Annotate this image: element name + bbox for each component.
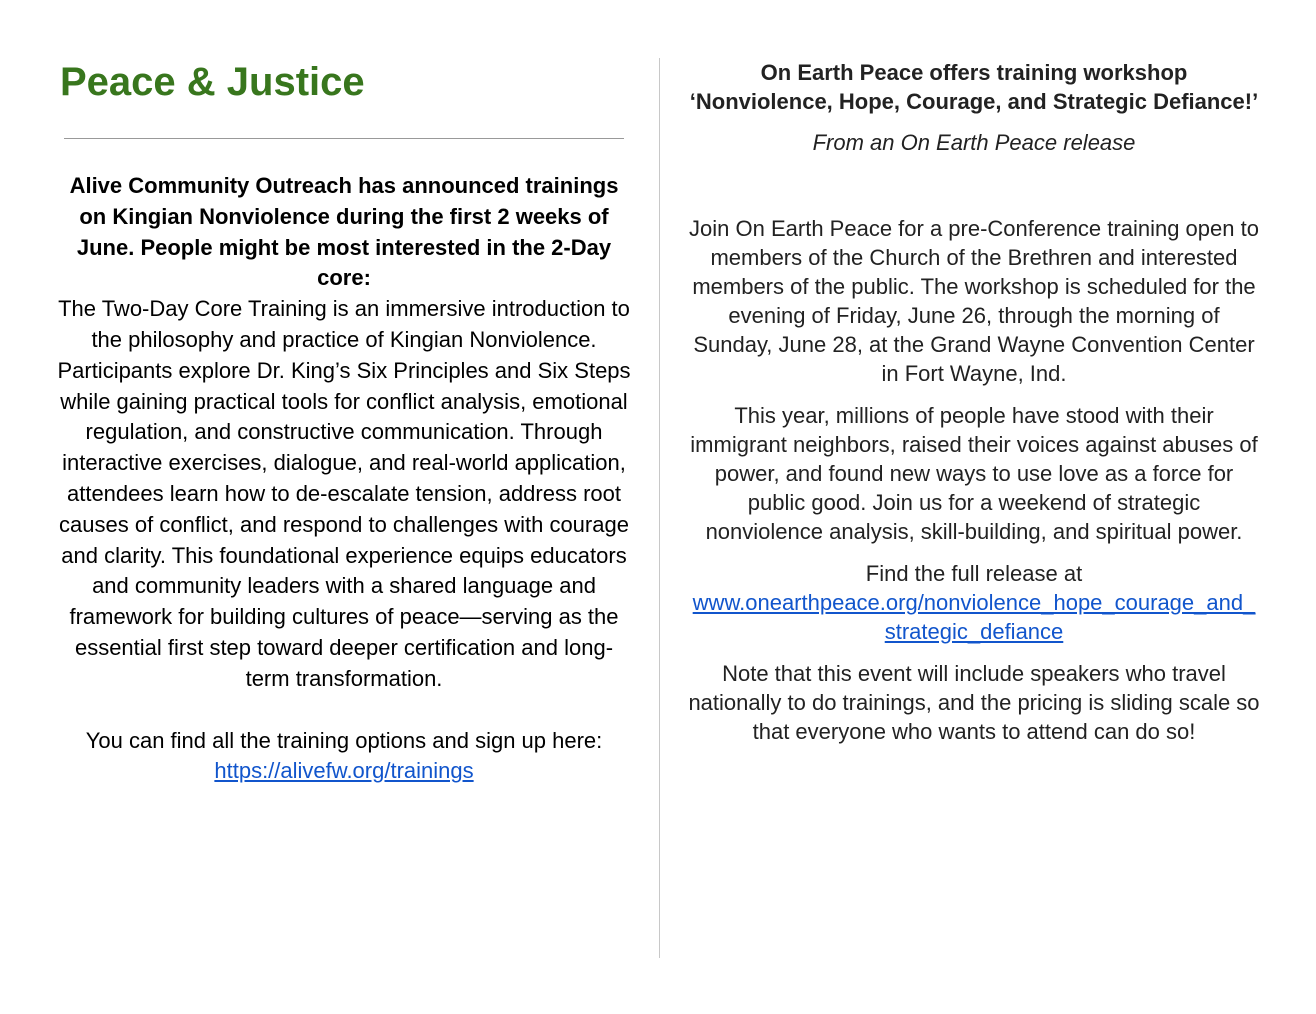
paragraph-spacer [56, 695, 632, 726]
release-source: From an On Earth Peace release [812, 130, 1136, 155]
signup-text: You can find all the training options and sign up here: [85, 727, 603, 753]
page-title: Peace & Justice [60, 60, 365, 104]
column-divider [659, 58, 660, 958]
right-paragraph-2: This year, millions of people have stood with their immigrant neighbors, raised their voices against abuses of power, and found new ways to use love as a force for public good. Join us for a weekend of strategic nonviolence analysis, skill-building, and spiritual power. [690, 403, 1258, 544]
right-article-title: On Earth Peace offers training workshop ‘Nonviolence, Hope, Courage, and Strategic Defiance!’ [689, 60, 1259, 114]
release-link[interactable]: www.onearthpeace.org/nonviolence_hope_courage_and_strategic_defiance [692, 590, 1256, 644]
left-headline: Alive Community Outreach has announced trainings on Kingian Nonviolence during the first 2 weeks of June. People might be most interested in the 2-Day core: [69, 173, 619, 291]
left-body: The Two-Day Core Training is an immersive introduction to the philosophy and practice of Kingian Nonviolence. Participants explore Dr. King’s Six Principles and Six Steps while gaining practical tools for conflict analysis, emotional regulation, and constructive communication. Through interactive exercises, dialogue, and real-world application, attendees learn how to de-escalate tension, address root causes of conflict, and respond to challenges with courage and clarity. This foundational experience equips educators and community leaders with a shared language and framework for building cultures of peace—serving as the essential first step toward deeper certification and long-term transformation. [57, 296, 631, 691]
title-divider [64, 138, 624, 139]
release-paragraph [688, 559, 1260, 646]
right-paragraph-1: Join On Earth Peace for a pre-Conference training open to members of the Church of the Brethren and interested members of the public. The workshop is scheduled for the evening of Friday, June 26, through the morning of Sunday, June 28, at the Grand Wayne Convention Center in Fort Wayne, Ind. [689, 216, 1259, 386]
pricing-note: Note that this event will include speakers who travel nationally to do trainings, and the pricing is sliding scale so that everyone who wants to attend can do so! [688, 661, 1260, 744]
signup-link-line [56, 756, 632, 787]
left-article [56, 171, 632, 787]
signup-link[interactable]: https://alivefw.org/trainings [214, 758, 474, 784]
right-article [688, 58, 1260, 746]
release-text: Find the full release at [865, 561, 1083, 586]
